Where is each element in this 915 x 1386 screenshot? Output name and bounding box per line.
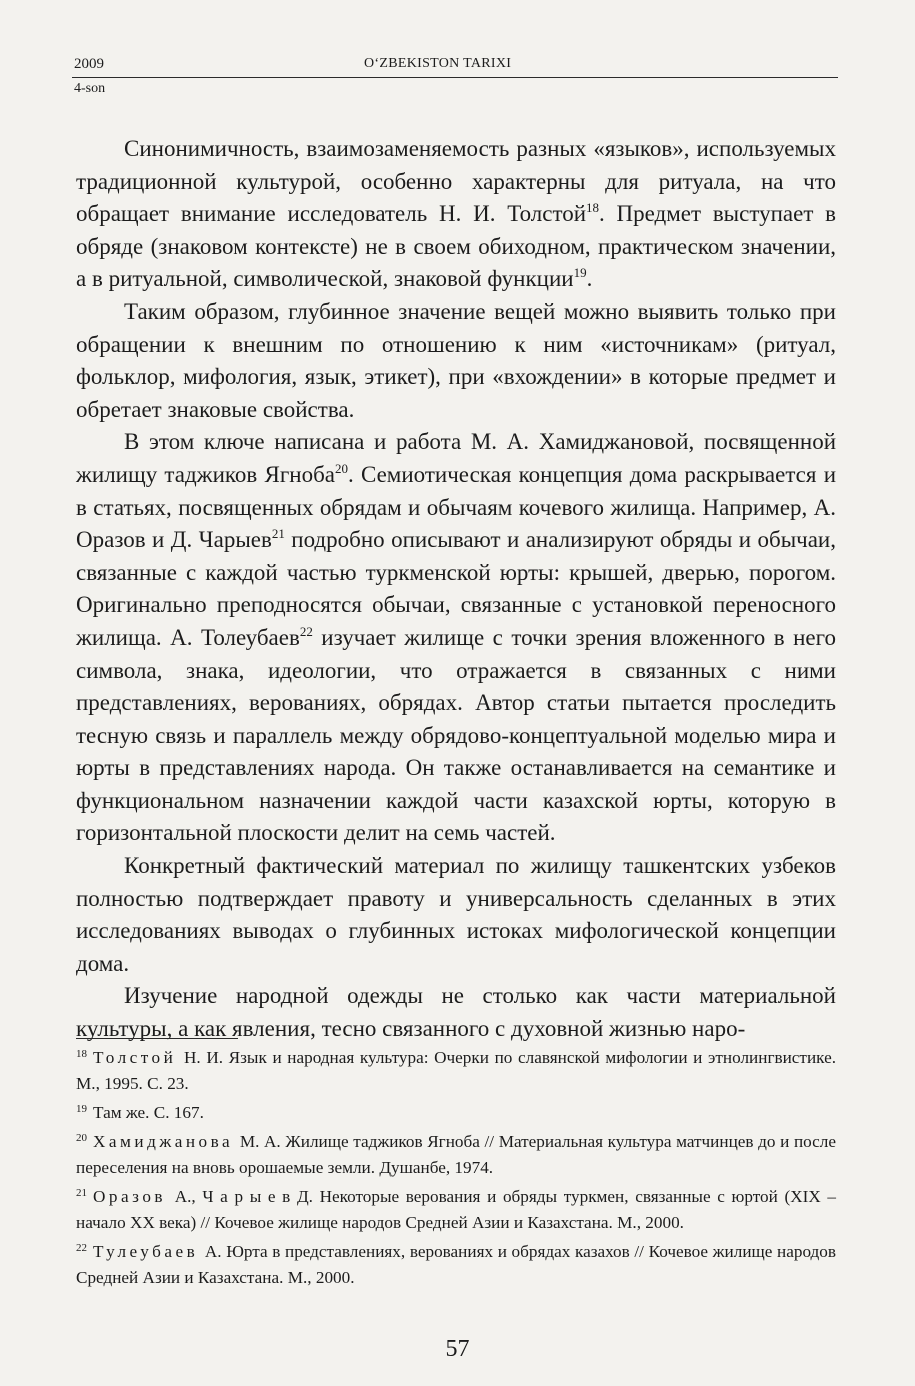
paragraph-text: подробно описывают и анализируют обряды и обычаи, связанные с каждой частью туркменской юрты: крышей, дверью, порогом. Оригинально преподносятся обычаи, связанные с установкой переносного жилища. А. Толеубаев (76, 527, 836, 650)
paragraph-text: Таким образом, глубинное значение вещей можно выявить только при обращении к внешним по отношению к ним «источникам» (ритуал, фольклор, мифология, язык, этикет), при «вхождении» в которые предмет и обретает знаковые свойства. (76, 298, 836, 422)
body-paragraph (76, 426, 836, 850)
running-header (74, 56, 834, 76)
footnote-text: А. Юрта в представлениях, верованиях и обрядах казахов // Кочевое жилище народов Средней Азии и Казахстана. М., 2000. (76, 1242, 836, 1287)
header-issue: 4-son (74, 81, 106, 96)
paragraph-text: Изучение народной одежды не столько как части материальной культуры, а как явления, тесно связанного с духовной жизнью наро- (76, 983, 836, 1042)
body-paragraph (76, 296, 836, 426)
footnote-text: Н. И. Язык и народная культура: Очерки по славянской мифологии и этнолингвистике. М., 1995. С. 23. (76, 1048, 836, 1093)
footnotes (76, 1045, 836, 1294)
footnote (76, 1239, 836, 1291)
footnote-reference: 18 (586, 200, 600, 216)
footnote-number: 21 (76, 1187, 87, 1199)
footnote (76, 1184, 836, 1236)
footnote-reference: 21 (271, 526, 285, 542)
body-text (76, 133, 836, 1046)
footnote-text: Там же. С. 167. (93, 1103, 204, 1122)
footnote-separator (76, 1038, 238, 1039)
page-number: 57 (445, 1336, 470, 1362)
paragraph-text: . Предмет выступает в обряде (знаковом контексте) не в своем обиходном, практическом значении, а в ритуальной, символической, знаковой функции (76, 201, 836, 292)
footnote-number: 19 (76, 1103, 87, 1115)
footnote (76, 1045, 836, 1097)
footnote-author: Оразов (93, 1187, 167, 1206)
footnote-number: 20 (76, 1132, 87, 1144)
footnote-number: 22 (76, 1242, 87, 1254)
header-year: 2009 (74, 56, 104, 72)
footnote-author: Толстой (93, 1048, 177, 1067)
paragraph-text: Синонимичность, взаимозаменяемость разных «языков», используемых традиционной культурой, особенно характерны для ритуала, на что обращает внимание исследователь Н. И. Толстой (76, 136, 836, 227)
footnote-reference: 20 (334, 460, 348, 476)
footnote-text: А., Ч а р ы е в Д. Некоторые верования и обряды туркмен, связанные с юртой (XIX – начало XX века) // Кочевое жилище народов Средней Азии и Казахстана. М., 2000. (76, 1187, 836, 1232)
paragraph-text: . (586, 266, 593, 292)
header-journal-title: O‘ZBEKISTON TARIXI (364, 56, 512, 71)
header-rule (72, 77, 838, 78)
footnote (76, 1129, 836, 1181)
paragraph-text: Конкретный фактический материал по жилищу ташкентских узбеков полностью подтверждает правоту и универсальность сделанных в этих исследованиях выводах о глубинных истоках мифологической концепции дома. (76, 853, 836, 976)
footnote-reference: 22 (299, 623, 313, 639)
footnote-number: 18 (76, 1048, 87, 1060)
body-paragraph (76, 980, 836, 1045)
paragraph-text: изучает жилище с точки зрения вложенного в него символа, знака, идеологии, что отражается в связанных с ними представлениях, верованиях, обрядах. Автор статьи пытается проследить тесную связь и параллель между обрядово-концептуальной моделью мира и юрты в представлениях народа. Он также останавливается на семантике и функциональном назначении каждой части казахской юрты, которую в горизонтальной плоскости делит на семь частей. (76, 624, 836, 846)
paragraph-text: В этом ключе написана и работа М. А. Хамиджановой, посвященной жилищу таджиков Ягноба (76, 429, 836, 487)
footnote-text: М. А. Жилище таджиков Ягноба // Материальная культура матчинцев до и после переселения на вновь орошаемые земли. Душанбе, 1974. (76, 1132, 836, 1177)
paragraph-text: . Семиотическая концепция дома раскрывается и в статьях, посвященных обрядам и обычаям кочевого жилища. Например, А. Оразов и Д. Чарыев (76, 461, 837, 553)
body-paragraph (76, 850, 836, 980)
footnote-author: Хамиджанова (93, 1132, 234, 1151)
footnote-author: Тулеубаев (93, 1242, 199, 1261)
footnote-reference: 19 (573, 265, 587, 281)
footnote (76, 1100, 836, 1126)
body-paragraph (76, 133, 836, 296)
